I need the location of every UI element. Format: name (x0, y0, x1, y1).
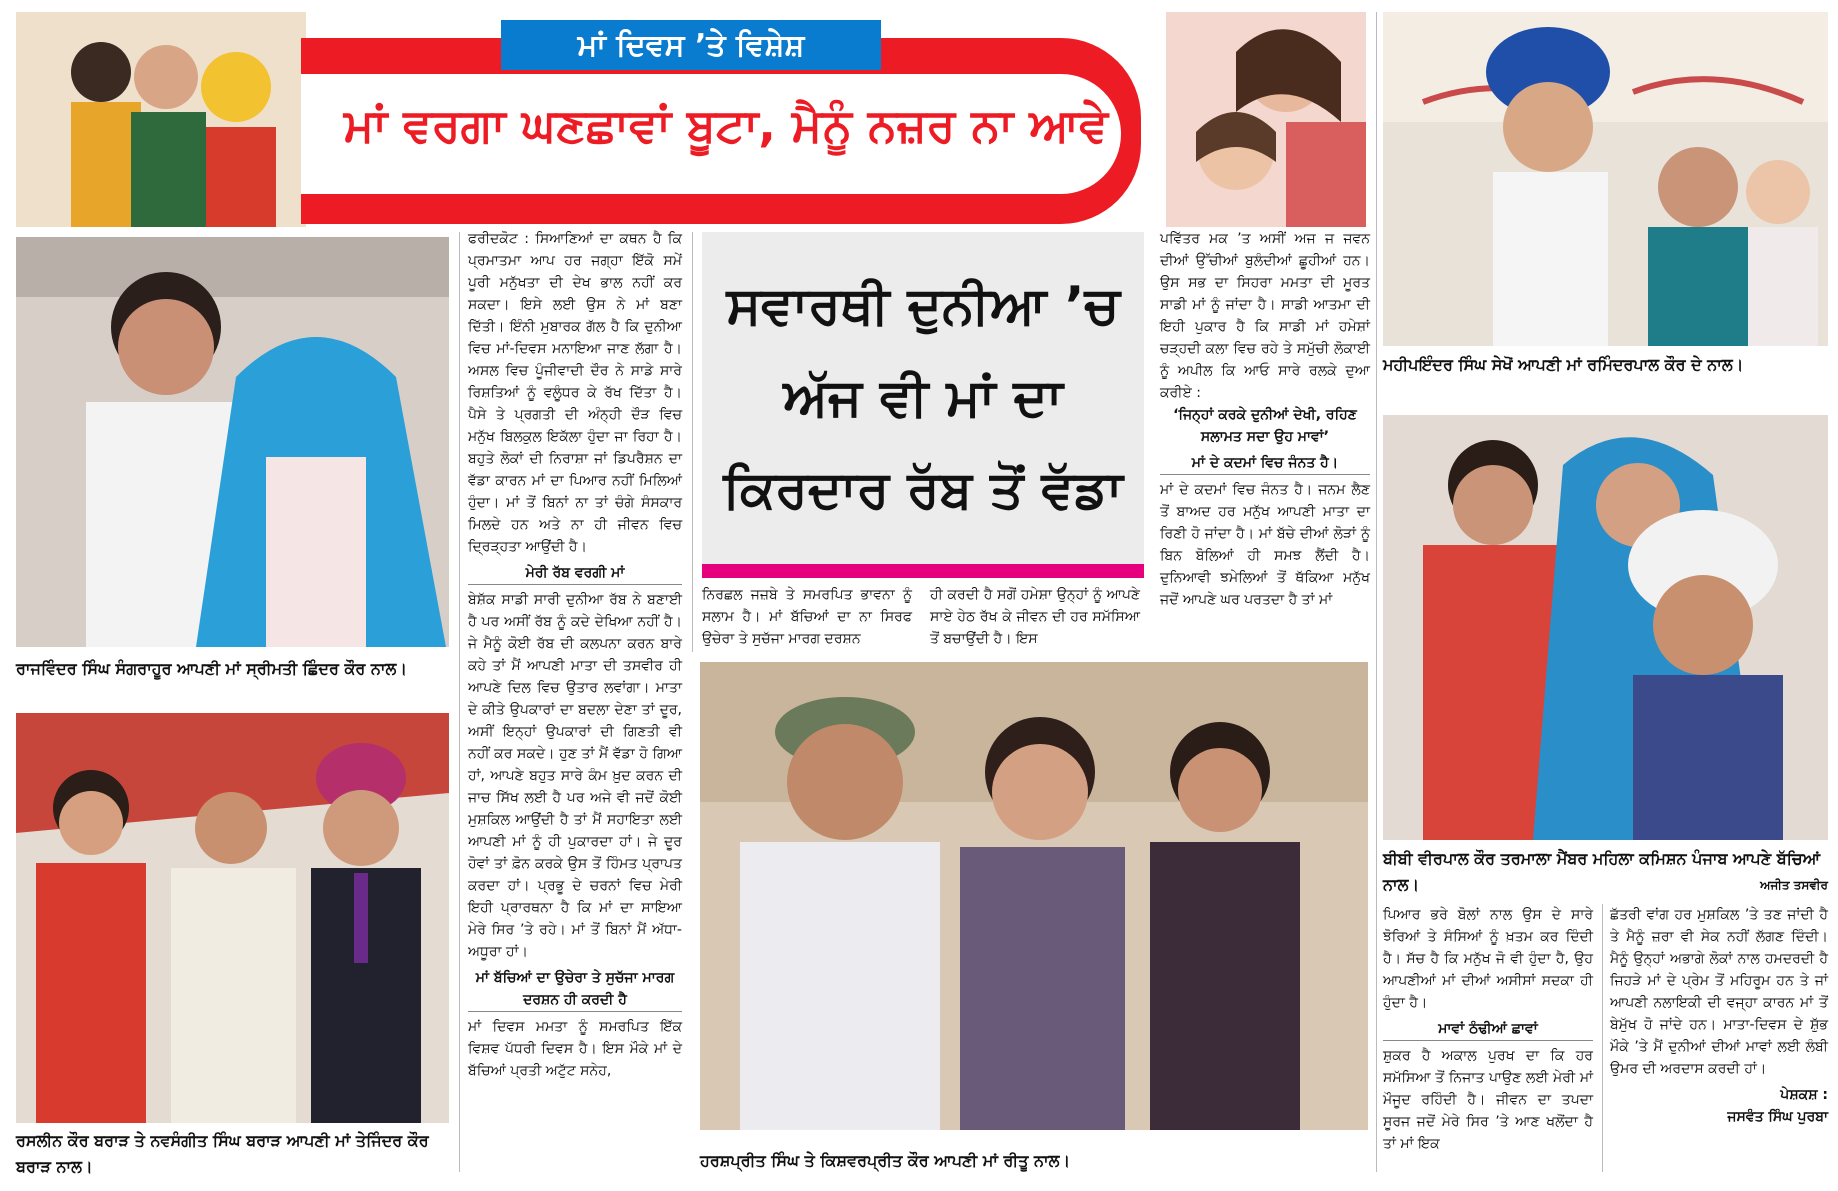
headline-line-3: ਕਿਰਦਾਰ ਰੱਬ ਤੋਂ ਵੱਡਾ (723, 460, 1123, 520)
column-rule-2 (692, 232, 693, 652)
article-quote: ‘ਜਿਨ੍ਹਾਂ ਕਰਕੇ ਦੁਨੀਆਂ ਦੇਖੀ, ਰਹਿਣ ਸਲਾਮਤ ਸਦਾ ਉਹ ਮਾਵਾਂ’ (1173, 407, 1357, 445)
article-col4-para1: ਪਿਆਰ ਭਰੇ ਬੋਲਾਂ ਨਾਲ ਉਸ ਦੇ ਸਾਰੇ ਝੋਰਿਆਂ ਤੇ ਸੰਸਿਆਂ ਨੂੰ ਖ਼ਤਮ ਕਰ ਦਿੰਦੀ ਹੈ। ਸੱਚ ਹੈ ਕਿ ਮਨੁੱਖ ਜੋ ਵੀ ਹੁੰਦਾ ਹੈ, ਉਹ ਆਪਣੀਆਂ ਮਾਂ ਦੀਆਂ ਅਸੀਸਾਂ ਸਦਕਾ ਹੀ ਹੁੰਦਾ ਹੈ। (1383, 907, 1593, 1011)
article-subheading-3: ਮਾਂ ਦੇ ਕਦਮਾਂ ਵਿਚ ਜੰਨਤ ਹੈ। (1160, 452, 1370, 475)
banner-photo-right-figures (1166, 12, 1366, 227)
banner-photo-left (16, 12, 306, 227)
column-rule-1 (459, 232, 460, 1172)
photo-veerpal-figures (1383, 415, 1828, 840)
article-subheading-2: ਮਾਂ ਬੱਚਿਆਂ ਦਾ ਉਚੇਰਾ ਤੇ ਸੁਚੱਜਾ ਮਾਰਗ ਦਰਸ਼ਨ ਹੀ ਕਰਦੀ ਹੈ (468, 967, 682, 1012)
banner-title: ਮਾਂ ਵਰਗਾ ਘਣਛਾਵਾਂ ਬੂਟਾ, ਮੈਨੂੰ ਨਜ਼ਰ ਨਾ ਆਵੇ (343, 98, 1109, 152)
banner-photo-left-figures (16, 12, 306, 227)
article-subheading-4: ਮਾਵਾਂ ਠੰਢੀਆਂ ਛਾਵਾਂ (1383, 1018, 1593, 1041)
photo-mahipinder-figures (1383, 12, 1828, 346)
article-col4-para2: ਸ਼ੁਕਰ ਹੈ ਅਕਾਲ ਪੁਰਖ ਦਾ ਕਿ ਹਰ ਸਮੱਸਿਆ ਤੋਂ ਨਿਜਾਤ ਪਾਉਣ ਲਈ ਮੇਰੀ ਮਾਂ ਮੌਜੂਦ ਰਹਿੰਦੀ ਹੈ। ਜੀਵਨ ਦਾ ਤਪਦਾ ਸੂਰਜ ਜਦੋਂ ਮੇਰੇ ਸਿਰ ’ਤੇ ਆਣ ਖਲੋਂਦਾ ਹੈ ਤਾਂ ਮਾਂ ਇਕ (1383, 1048, 1593, 1152)
presenter-label: ਪੇਸ਼ਕਸ਼ : (1780, 1087, 1828, 1103)
article-column-4 (1383, 904, 1593, 1155)
caption-mahipinder: ਮਹੀਪਇੰਦਰ ਸਿੰਘ ਸੇਖੋਂ ਆਪਣੀ ਮਾਂ ਰਮਿੰਦਰਪਾਲ ਕੌਰ ਦੇ ਨਾਲ। (1383, 355, 1744, 374)
headline (723, 260, 1123, 536)
article-col1-para3: ਮਾਂ ਦਿਵਸ ਮਮਤਾ ਨੂੰ ਸਮਰਪਿਤ ਇੱਕ ਵਿਸ਼ਵ ਪੱਧਰੀ ਦਿਵਸ ਹੈ। ਇਸ ਮੌਕੇ ਮਾਂ ਦੇ ਬੱਚਿਆਂ ਪ੍ਰਤੀ ਅਟੁੱਟ ਸਨੇਹ, (468, 1019, 682, 1079)
column-rule-3 (1376, 12, 1377, 1172)
photo-mahipinder (1383, 12, 1828, 346)
headline-line-2: ਅੱਜ ਵੀ ਮਾਂ ਦਾ (783, 368, 1063, 428)
article-column-1 (468, 228, 682, 1082)
photo-rasleen (16, 713, 449, 1123)
caption-rajwinder: ਰਾਜਵਿੰਦਰ ਸਿੰਘ ਸੰਗਰਾਹੂਰ ਆਪਣੀ ਮਾਂ ਸ੍ਰੀਮਤੀ ਛਿੰਦਰ ਕੌਰ ਨਾਲ। (16, 659, 408, 678)
caption-harshpreet: ਹਰਸ਼ਪ੍ਰੀਤ ਸਿੰਘ ਤੇ ਕਿਸ਼ਵਰਪ੍ਰੀਤ ਕੌਰ ਆਪਣੀ ਮਾਂ ਰੀਤੂ ਨਾਲ। (700, 1151, 1071, 1170)
headline-line-1: ਸਵਾਰਥੀ ਦੁਨੀਆ ’ਚ (726, 276, 1120, 336)
article-col5-para1: ਛੱਤਰੀ ਵਾਂਗ ਹਰ ਮੁਸ਼ਕਿਲ ’ਤੇ ਤਣ ਜਾਂਦੀ ਹੈ ਤੇ ਮੈਨੂੰ ਜ਼ਰਾ ਵੀ ਸੇਕ ਨਹੀਂ ਲੱਗਣ ਦਿੰਦੀ। ਮੈਨੂੰ ਉਨ੍ਹਾਂ ਅਭਾਗੇ ਲੋਕਾਂ ਨਾਲ ਹਮਦਰਦੀ ਹੈ ਜਿਹੜੇ ਮਾਂ ਦੇ ਪ੍ਰੇਮ ਤੋਂ ਮਹਿਰੂਮ ਹਨ ਤੇ ਜਾਂ ਆਪਣੀ ਨਲਾਇਕੀ ਦੀ ਵਜ੍ਹਾ ਕਾਰਨ ਮਾਂ ਤੋਂ ਬੇਮੁੱਖ ਹੋ ਜਾਂਦੇ ਹਨ। ਮਾਤਾ-ਦਿਵਸ ਦੇ ਸ਼ੁੱਭ ਮੌਕੇ ’ਤੇ ਮੈਂ ਦੁਨੀਆਂ ਦੀਆਂ ਮਾਵਾਂ ਲਈ ਲੰਬੀ ਉਮਰ ਦੀ ਅਰਦਾਸ ਕਰਦੀ ਹਾਂ। (1610, 907, 1828, 1077)
article-column-5 (1610, 904, 1828, 1128)
column-rule-4 (1602, 904, 1603, 1172)
article-col3-para1: ਪਵਿੱਤਰ ਮਕ ’ਤ ਅਸੀਂ ਅਜ ਜ ਜਵਨ ਦੀਆਂ ਉੱਚੀਆਂ ਬੁਲੰਦੀਆਂ ਛੂਹੀਆਂ ਹਨ। ਉਸ ਸਭ ਦਾ ਸਿਹਰਾ ਮਮਤਾ ਦੀ ਮੂਰਤ ਸਾਡੀ ਮਾਂ ਨੂੰ ਜਾਂਦਾ ਹੈ। ਸਾਡੀ ਆਤਮਾ ਦੀ ਇਹੀ ਪੁਕਾਰ ਹੈ ਕਿ ਸਾਡੀ ਮਾਂ ਹਮੇਸ਼ਾਂ ਚੜ੍ਹਦੀ ਕਲਾ ਵਿਚ ਰਹੇ ਤੇ ਸਮੁੱਚੀ ਲੋਕਾਈ ਨੂੰ ਅਪੀਲ ਕਿ ਆਓ ਸਾਰੇ ਰਲਕੇ ਦੁਆ ਕਰੀਏ : (1160, 231, 1370, 401)
photo-harshpreet (700, 662, 1368, 1130)
photo-rajwinder-figures (16, 237, 449, 647)
article-col3-para2: ਮਾਂ ਦੇ ਕਦਮਾਂ ਵਿਚ ਜੰਨਤ ਹੈ। ਜਨਮ ਲੈਣ ਤੋਂ ਬਾਅਦ ਹਰ ਮਨੁੱਖ ਆਪਣੀ ਮਾਤਾ ਦਾ ਰਿਣੀ ਹੋ ਜਾਂਦਾ ਹੈ। ਮਾਂ ਬੱਚੇ ਦੀਆਂ ਲੋੜਾਂ ਨੂੰ ਬਿਨ ਬੋਲਿਆਂ ਹੀ ਸਮਝ ਲੈਂਦੀ ਹੈ। ਦੁਨਿਆਵੀ ਝਮੇਲਿਆਂ ਤੋਂ ਥੱਕਿਆ ਮਨੁੱਖ ਜਦੋਂ ਆਪਣੇ ਘਰ ਪਰਤਦਾ ਹੈ ਤਾਂ ਮਾਂ (1160, 482, 1370, 608)
photo-veerpal (1383, 415, 1828, 840)
headline-box (702, 232, 1144, 578)
banner (16, 12, 1366, 227)
article-col1-para2: ਬੇਸ਼ੱਕ ਸਾਡੀ ਸਾਰੀ ਦੁਨੀਆ ਰੱਬ ਨੇ ਬਣਾਈ ਹੈ ਪਰ ਅਸੀਂ ਰੱਬ ਨੂੰ ਕਦੇ ਦੇਖਿਆ ਨਹੀਂ ਹੈ। ਜੇ ਮੈਨੂੰ ਕੋਈ ਰੱਬ ਦੀ ਕਲਪਨਾ ਕਰਨ ਬਾਰੇ ਕਹੇ ਤਾਂ ਮੈਂ ਆਪਣੀ ਮਾਤਾ ਦੀ ਤਸਵੀਰ ਹੀ ਆਪਣੇ ਦਿਲ ਵਿਚ ਉਤਾਰ ਲਵਾਂਗਾ। ਮਾਤਾ ਦੇ ਕੀਤੇ ਉਪਕਾਰਾਂ ਦਾ ਬਦਲਾ ਦੇਣਾ ਤਾਂ ਦੂਰ, ਅਸੀਂ ਇਨ੍ਹਾਂ ਉਪਕਾਰਾਂ ਦੀ ਗਿਣਤੀ ਵੀ ਨਹੀਂ ਕਰ ਸਕਦੇ। ਹੁਣ ਤਾਂ ਮੈਂ ਵੱਡਾ ਹੋ ਗਿਆ ਹਾਂ, ਆਪਣੇ ਬਹੁਤ ਸਾਰੇ ਕੰਮ ਖ਼ੁਦ ਕਰਨ ਦੀ ਜਾਚ ਸਿੱਖ ਲਈ ਹੈ ਪਰ ਅਜੇ ਵੀ ਜਦੋਂ ਕੋਈ ਮੁਸ਼ਕਿਲ ਆਉਂਦੀ ਹੈ ਤਾਂ ਮੈਂ ਸਹਾਇਤਾ ਲਈ ਆਪਣੀ ਮਾਂ ਨੂੰ ਹੀ ਪੁਕਾਰਦਾ ਹਾਂ। ਜੇ ਦੂਰ ਹੋਵਾਂ ਤਾਂ ਫ਼ੋਨ ਕਰਕੇ ਉਸ ਤੋਂ ਹਿੰਮਤ ਪ੍ਰਾਪਤ ਕਰਦਾ ਹਾਂ। ਪ੍ਰਭੂ ਦੇ ਚਰਨਾਂ ਵਿਚ ਮੇਰੀ ਇਹੀ ਪ੍ਰਾਰਥਨਾ ਹੈ ਕਿ ਮਾਂ ਦਾ ਸਾਇਆ ਮੇਰੇ ਸਿਰ ’ਤੇ ਰਹੇ। ਮਾਂ ਤੋਂ ਬਿਨਾਂ ਮੈਂ ਅੱਧਾ-ਅਧੂਰਾ ਹਾਂ। (468, 592, 682, 960)
presenter-name: ਜਸਵੰਤ ਸਿੰਘ ਪੁਰਬਾ (1727, 1109, 1828, 1125)
article-mid-a: ਨਿਰਛਲ ਜਜ਼ਬੇ ਤੇ ਸਮਰਪਿਤ ਭਾਵਨਾ ਨੂੰ ਸਲਾਮ ਹੈ। ਮਾਂ ਬੱਚਿਆਂ ਦਾ ਨਾ ਸਿਰਫ ਉਚੇਰਾ ਤੇ ਸੁਚੱਜਾ ਮਾਰਗ ਦਰਸ਼ਨ (702, 587, 912, 647)
article-col1-para1: ਫਰੀਦਕੋਟ : ਸਿਆਣਿਆਂ ਦਾ ਕਥਨ ਹੈ ਕਿ ਪ੍ਰਮਾਤਮਾ ਆਪ ਹਰ ਜਗ੍ਹਾ ਇੱਕੋ ਸਮੇਂ ਪੂਰੀ ਮਨੁੱਖਤਾ ਦੀ ਦੇਖ ਭਾਲ ਨਹੀਂ ਕਰ ਸਕਦਾ। ਇਸੇ ਲਈ ਉਸ ਨੇ ਮਾਂ ਬਣਾ ਦਿੱਤੀ। ਇੰਨੀ ਮੁਬਾਰਕ ਗੱਲ ਹੈ ਕਿ ਦੁਨੀਆ ਵਿਚ ਮਾਂ-ਦਿਵਸ ਮਨਾਇਆ ਜਾਣ ਲੱਗਾ ਹੈ। ਅਸਲ ਵਿਚ ਪੂੰਜੀਵਾਦੀ ਦੌਰ ਨੇ ਸਾਡੇ ਸਾਰੇ ਰਿਸ਼ਤਿਆਂ ਨੂੰ ਵਲੂੰਧਰ ਕੇ ਰੱਖ ਦਿੱਤਾ ਹੈ। ਪੈਸੇ ਤੇ ਪ੍ਰਗਤੀ ਦੀ ਅੰਨ੍ਹੀ ਦੌੜ ਵਿਚ ਮਨੁੱਖ ਬਿਲਕੁਲ ਇਕੱਲਾ ਹੁੰਦਾ ਜਾ ਰਿਹਾ ਹੈ। ਬਹੁਤੇ ਲੋਕਾਂ ਦੀ ਨਿਰਾਸ਼ਾ ਜਾਂ ਡਿਪਰੈਸ਼ਨ ਦਾ ਵੱਡਾ ਕਾਰਨ ਮਾਂ ਦਾ ਪਿਆਰ ਨਹੀਂ ਮਿਲਿਆਂ ਹੁੰਦਾ। ਮਾਂ ਤੋਂ ਬਿਨਾਂ ਨਾ ਤਾਂ ਚੰਗੇ ਸੰਸਕਾਰ ਮਿਲਦੇ ਹਨ ਅਤੇ ਨਾ ਹੀ ਜੀਵਨ ਵਿਚ ਦ੍ਰਿੜ੍ਹਤਾ ਆਉਂਦੀ ਹੈ। (468, 231, 682, 555)
banner-photo-right (1166, 12, 1366, 227)
photo-rasleen-figures (16, 713, 449, 1123)
caption-veerpal: ਬੀਬੀ ਵੀਰਪਾਲ ਕੌਰ ਤਰਮਾਲਾ ਮੈਂਬਰ ਮਹਿਲਾ ਕਮਿਸ਼ਨ ਪੰਜਾਬ ਆਪਣੇ ਬੱਚਿਆਂ ਨਾਲ। (1383, 849, 1821, 894)
photo-harshpreet-figures (700, 662, 1368, 1130)
photo-credit: ਅਜੀਤ ਤਸਵੀਰ (1760, 878, 1828, 892)
article-subheading-1: ਮੇਰੀ ਰੱਬ ਵਰਗੀ ਮਾਂ (468, 562, 682, 585)
banner-tag: ਮਾਂ ਦਿਵਸ ’ਤੇ ਵਿਸ਼ੇਸ਼ (501, 20, 881, 70)
article-column-3 (1160, 228, 1370, 611)
caption-rasleen: ਰਸਲੀਨ ਕੌਰ ਬਰਾੜ ਤੇ ਨਵਸੰਗੀਤ ਸਿੰਘ ਬਰਾੜ ਆਪਣੀ ਮਾਂ ਤੇਜਿੰਦਰ ਕੌਰ ਬਰਾੜ ਨਾਲ। (16, 1131, 429, 1176)
photo-rajwinder (16, 237, 449, 647)
article-mid-b: ਹੀ ਕਰਦੀ ਹੈ ਸਗੋਂ ਹਮੇਸ਼ਾ ਉਨ੍ਹਾਂ ਨੂੰ ਆਪਣੇ ਸਾਏ ਹੇਠ ਰੱਖ ਕੇ ਜੀਵਨ ਦੀ ਹਰ ਸਮੱਸਿਆ ਤੋਂ ਬਚਾਉਂਦੀ ਹੈ। ਇਸ (930, 587, 1140, 647)
